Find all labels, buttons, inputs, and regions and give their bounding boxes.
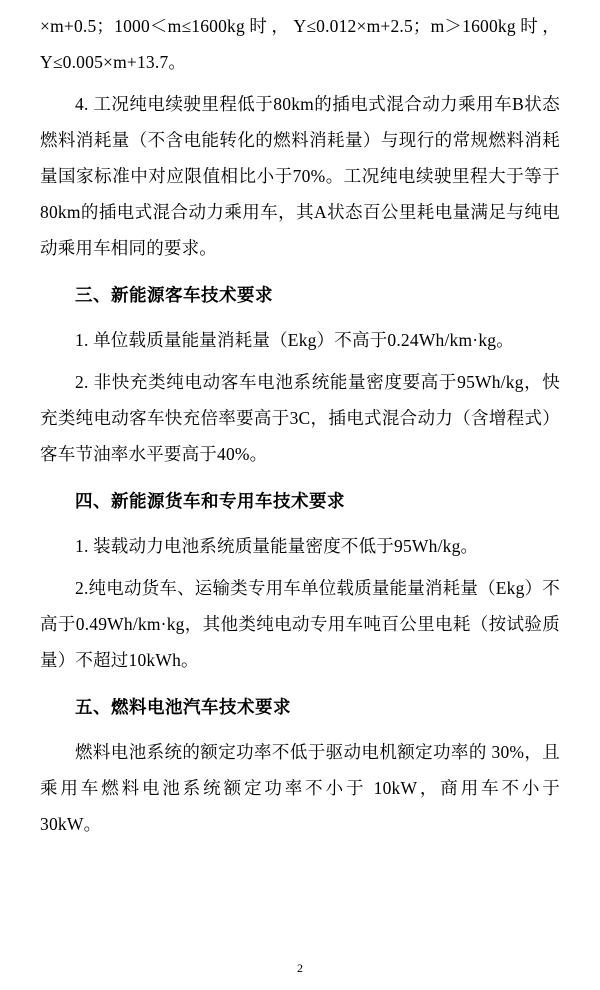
- paragraph-three-1: 1. 单位载质量能量消耗量（Ekg）不高于0.24Wh/km·kg。: [75, 330, 514, 350]
- spacer: [40, 266, 560, 276]
- paragraph-item-4: 4. 工况纯电续驶里程低于80km的插电式混合动力乘用车B状态燃料消耗量（不含电能转化的燃料消耗量）与现行的常规燃料消耗量国家标准中对应限值相比小于70%。工况纯电续驶里程大于等于80km的插电式混合动力乘用车，其A状态百公里耗电量满足与纯电动乘用车相同的要求。: [40, 94, 560, 258]
- spacer: [40, 678, 560, 688]
- paragraph-three-2: 2. 非快充类纯电动客车电池系统能量密度要高于95Wh/kg，快充类纯电动客车快充倍率要高于3C，插电式混合动力（含增程式）客车节油率水平要高于40%。: [40, 372, 560, 464]
- page-number: 2: [297, 961, 303, 975]
- spacer: [40, 472, 560, 482]
- section-heading-four: 四、新能源货车和专用车技术要求: [75, 492, 345, 512]
- paragraph-continued: ×m+0.5；1000＜m≤1600kg时，Y≤0.012×m+2.5；m＞1600kg时，Y≤0.005×m+13.7。: [40, 16, 560, 72]
- paragraph-four-1: 1. 装载动力电池系统质量能量密度不低于95Wh/kg。: [75, 536, 479, 556]
- section-heading-five: 五、燃料电池汽车技术要求: [75, 698, 291, 718]
- paragraph-four-2: 2.纯电动货车、运输类专用车单位载质量能量消耗量（Ekg）不高于0.49Wh/km·kg，其他类纯电动专用车吨百公里电耗（按试验质量）不超过10kWh。: [40, 578, 560, 670]
- paragraph-five-1: 燃料电池系统的额定功率不低于驱动电机额定功率的 30%，且乘用车燃料电池系统额定功率不小于 10kW，商用车不小于 30kW。: [40, 742, 560, 834]
- section-heading-three: 三、新能源客车技术要求: [75, 286, 273, 306]
